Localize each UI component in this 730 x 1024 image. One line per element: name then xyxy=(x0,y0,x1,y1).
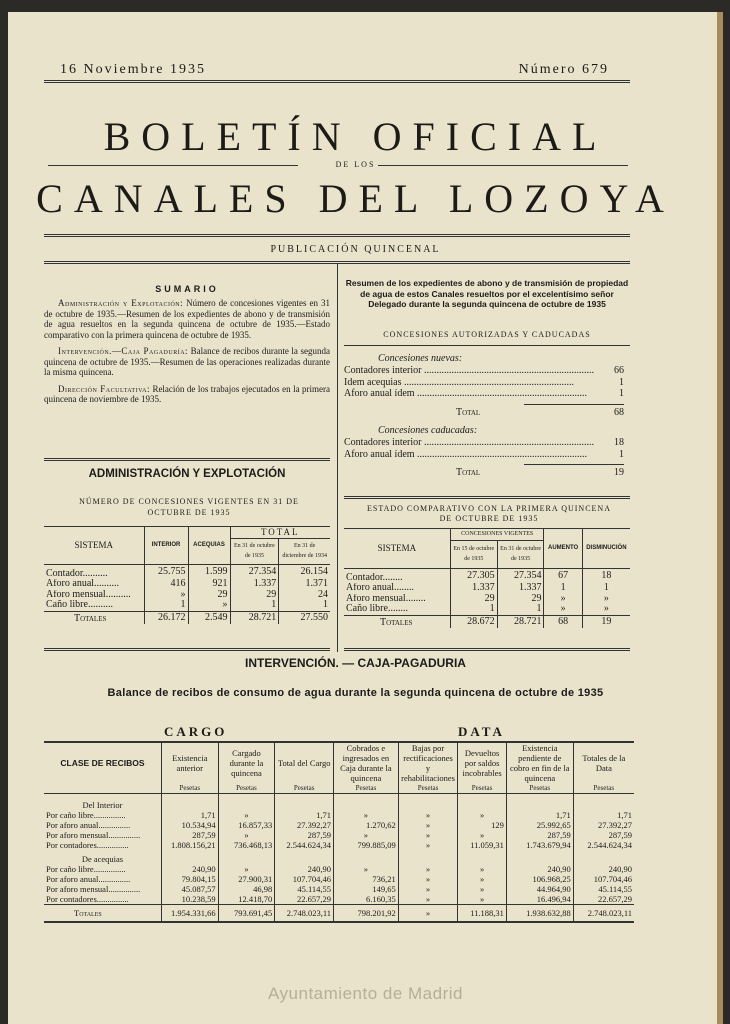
balance-cell: 79.804,15 xyxy=(161,874,218,884)
concesiones-nuevas xyxy=(344,352,624,479)
cell-dis: 18 xyxy=(582,568,630,583)
balance-cell: 287,59 xyxy=(161,830,218,840)
balance-col-header: Cargado durante la quincena xyxy=(218,742,275,783)
balance-row-text: Por contadores xyxy=(46,840,97,850)
resumen-line-value: 1 xyxy=(619,376,624,388)
balance-cell: » xyxy=(218,830,275,840)
balance-row xyxy=(44,864,634,874)
sumario-rule xyxy=(44,458,330,461)
caducadas-total-label: Total xyxy=(456,467,481,478)
balance-col-header: CLASE DE RECIBOS xyxy=(60,758,145,768)
row-label: Aforo mensual xyxy=(346,593,406,604)
balance-cell: 799.885,09 xyxy=(334,840,399,850)
balance-row-label: Por contadores............... xyxy=(46,894,129,904)
concesiones-rows xyxy=(44,564,330,611)
balance-cell: » xyxy=(458,884,507,894)
comp-totals-label: Totales xyxy=(380,616,413,628)
balance-cell xyxy=(398,850,458,864)
balance-unit: Pesetas xyxy=(458,783,507,794)
balance-cell: » xyxy=(458,894,507,905)
nuevas-total-value: 68 xyxy=(614,406,624,418)
balance-row-label: Por contadores............... xyxy=(46,840,129,850)
cell-oct: 29 xyxy=(230,590,279,601)
resumen-line-label: Aforo anual ídem xyxy=(344,388,415,399)
balance-cell: » xyxy=(458,810,507,820)
balance-col-header: Cobrados e ingresados en Caja durante la quincena xyxy=(334,742,399,783)
balance-cell: » xyxy=(398,864,458,874)
resumen-line-value: 66 xyxy=(614,365,624,376)
cell-acequias: 921 xyxy=(188,579,230,590)
sumario-admin xyxy=(44,298,330,340)
bulletin-page xyxy=(8,12,723,1024)
balance-cell: » xyxy=(334,864,399,874)
balance-cell: 2.544.624,34 xyxy=(275,840,334,850)
balance-col-header: Total del Cargo xyxy=(275,742,334,783)
balance-cell xyxy=(573,794,634,811)
balance-cell xyxy=(218,850,275,864)
row-label: Caño libre xyxy=(46,600,88,610)
balance-cell: 240,90 xyxy=(506,864,573,874)
admin-heading: ADMINISTRACIÓN Y EXPLOTACIÓN xyxy=(88,468,286,480)
comp-col-disminucion: DISMINUCIÓN xyxy=(582,529,630,569)
concesiones-row xyxy=(44,600,330,611)
row-label: Aforo anual xyxy=(46,579,95,589)
balance-group xyxy=(44,850,634,864)
masthead-line1: BOLETÍN OFICIAL xyxy=(103,114,608,159)
balance-col-header: Existencia pendiente de cobro en fin de la quincena xyxy=(506,742,573,783)
cell-q31: 1 xyxy=(497,604,544,615)
balance-unit: Pesetas xyxy=(573,783,634,794)
resumen-line-label: Idem acequias xyxy=(344,376,402,388)
comp-col-vigentes: CONCESIONES VIGENTES xyxy=(450,529,544,541)
comparativo-table xyxy=(344,528,630,628)
nuevas-total-label: Total xyxy=(456,406,481,418)
balance-row-text: Por caño libre xyxy=(46,864,94,874)
cell-interior: » xyxy=(144,590,188,601)
balance-col-header: Devueltos por saldos incobrables xyxy=(458,742,507,783)
balance-total-cell: 798.201,92 xyxy=(334,905,399,923)
resumen-heading: Resumen de los expedientes de abono y de transmisión de propiedad de agua de estos Canales resueltos por el excelentísimo señor Delegado durante la segunda quincena de octubre de 1935 xyxy=(345,278,629,309)
data-label: DATA xyxy=(458,724,505,739)
comparativo-rule xyxy=(344,648,630,651)
balance-cell: » xyxy=(334,810,399,820)
cell-dis: » xyxy=(582,604,630,615)
concesiones-row xyxy=(44,564,330,579)
balance-total-cell: 2.748.023,11 xyxy=(275,905,334,923)
comparativo-rows xyxy=(344,568,630,615)
comp-total-aum: 68 xyxy=(544,615,582,628)
balance-cell xyxy=(334,850,399,864)
masthead-rule-left xyxy=(48,165,298,166)
sumario-direccion-label: Dirección Facultativa: xyxy=(58,383,150,394)
resumen-line: Aforo anual ídem .................................................................... 1 xyxy=(344,448,624,460)
cell-acequias: » xyxy=(188,600,230,611)
balance-col-header: Totales de la Data xyxy=(573,742,634,783)
balance-row xyxy=(44,884,634,894)
sumario-direccion-text: Relación de los trabajos ejecutados en la primera quincena de noviembre de 1935. xyxy=(44,383,331,404)
nuevas-title: Concesiones nuevas: xyxy=(378,353,463,364)
resumen-line: Aforo anual ídem .................................................................... 1 xyxy=(344,388,624,399)
cell-interior: 1 xyxy=(144,600,188,611)
admin-total-interior: 26.172 xyxy=(144,611,188,624)
intervencion-subheading: Balance de recibos de consumo de agua durante la segunda quincena de octubre de 1935 xyxy=(107,687,604,699)
cargo-label: CARGO xyxy=(164,724,228,739)
balance-totals-row xyxy=(44,905,634,923)
comp-total-q31: 28.721 xyxy=(497,615,544,628)
balance-row-text: Por contadores xyxy=(46,894,97,904)
masthead-rule-right xyxy=(378,165,628,166)
balance-cell: 16.857,33 xyxy=(218,820,275,830)
balance-unit: Pesetas xyxy=(506,783,573,794)
cell-label: Caño libre.......... xyxy=(46,600,113,610)
balance-cell xyxy=(275,794,334,811)
resumen-line: Contadores interior .................................................................... 66 xyxy=(344,365,624,376)
comparativo-row xyxy=(344,604,630,615)
sumario-direccion xyxy=(44,384,330,405)
balance-cell: » xyxy=(218,864,275,874)
intervencion-heading: INTERVENCIÓN. — CAJA-PAGADURIA xyxy=(245,656,466,670)
balance-cell: 106.968,25 xyxy=(506,874,573,884)
balance-cell: 107.704,46 xyxy=(275,874,334,884)
cell-q15: 27.305 xyxy=(450,568,497,583)
balance-table xyxy=(44,741,634,923)
balance-cell: » xyxy=(334,830,399,840)
cell-q15: 1.337 xyxy=(450,583,497,594)
balance-cell: 10.534,94 xyxy=(161,820,218,830)
cell-label: Aforo mensual........ xyxy=(346,593,426,604)
balance-cell: » xyxy=(398,884,458,894)
balance-cell: 1.743.679,94 xyxy=(506,840,573,850)
balance-cell: 287,59 xyxy=(275,830,334,840)
balance-row xyxy=(44,820,634,830)
issue-date: 16 Noviembre 1935 xyxy=(60,62,206,77)
balance-cell: 22.657,29 xyxy=(573,894,634,905)
balance-row xyxy=(44,840,634,850)
cell-dis: 1 xyxy=(582,583,630,594)
balance-cell: 736,21 xyxy=(334,874,399,884)
balance-cell xyxy=(218,794,275,811)
balance-cell: » xyxy=(458,830,507,840)
balance-cell: 287,59 xyxy=(506,830,573,840)
balance-cell xyxy=(334,794,399,811)
concesiones-table xyxy=(44,526,330,624)
balance-total-cell: 11.188,31 xyxy=(458,905,507,923)
balance-cell: 129 xyxy=(458,820,507,830)
balance-totals-label: Totales xyxy=(74,908,102,918)
resumen-end-rule xyxy=(344,496,630,499)
balance-group-label: Del Interior xyxy=(82,800,123,810)
balance-cell: 240,90 xyxy=(275,864,334,874)
cell-label: Aforo anual.......... xyxy=(46,579,120,589)
balance-rows xyxy=(44,794,634,905)
comp-total-dis: 19 xyxy=(582,615,630,628)
balance-cell: 27.900,31 xyxy=(218,874,275,884)
balance-cell: 149,65 xyxy=(334,884,399,894)
admin-total-acequias: 2.549 xyxy=(188,611,230,624)
resumen-line-value: 1 xyxy=(619,388,624,399)
balance-cell: » xyxy=(398,894,458,905)
admin-subheading: NÚMERO DE CONCESIONES VIGENTES EN 31 DE OCTUBRE DE 1935 xyxy=(79,497,299,517)
balance-cell: 16.496,94 xyxy=(506,894,573,905)
balance-cell: » xyxy=(398,810,458,820)
masthead-line2: CANALES DEL LOZOYA xyxy=(36,176,675,221)
balance-row-text: Por aforo mensual xyxy=(46,884,109,894)
comp-total-q15: 28.672 xyxy=(450,615,497,628)
cell-dic: 26.154 xyxy=(279,564,330,579)
balance-unit: Pesetas xyxy=(275,783,334,794)
comparativo-row xyxy=(344,568,630,583)
balance-row-label: Por aforo anual............... xyxy=(46,874,131,884)
balance-col-header: Bajas por rectificaciones y rehabilitaciones xyxy=(398,742,458,783)
balance-row-text: Por caño libre xyxy=(46,810,94,820)
balance-cell: 736.468,13 xyxy=(218,840,275,850)
masthead-rule xyxy=(44,234,630,237)
resumen-rule xyxy=(344,345,630,346)
balance-cell xyxy=(506,794,573,811)
concesiones-row xyxy=(44,590,330,601)
nuevas-total xyxy=(456,404,624,419)
nuevas-list xyxy=(344,365,624,400)
balance-cell: 10.238,59 xyxy=(161,894,218,905)
sumario-intervencion-label: Intervención.—Caja Pagaduría: xyxy=(58,346,189,356)
balance-cell xyxy=(506,850,573,864)
resumen-line-value: 1 xyxy=(619,448,624,460)
cell-dis: » xyxy=(582,594,630,605)
caducadas-total-value: 19 xyxy=(614,467,624,478)
balance-cell: 11.059,31 xyxy=(458,840,507,850)
balance-cell: 1,71 xyxy=(506,810,573,820)
col-sistema: SISTEMA xyxy=(44,527,144,565)
balance-row-label: Por aforo mensual............... xyxy=(46,830,141,840)
balance-unit: Pesetas xyxy=(161,783,218,794)
balance-cell: 6.160,35 xyxy=(334,894,399,905)
issue-number: Número 679 xyxy=(518,62,609,77)
cell-dic: 1.371 xyxy=(279,579,330,590)
col-interior: INTERIOR xyxy=(144,527,188,565)
resumen-line-label: Aforo anual ídem xyxy=(344,448,415,460)
row-label: Caño libre xyxy=(346,604,388,614)
resumen-line-label: Contadores interior xyxy=(344,365,422,376)
balance-total-cell: 2.748.023,11 xyxy=(573,905,634,923)
balance-cell: 27.392,27 xyxy=(573,820,634,830)
balance-cell: 12.418,70 xyxy=(218,894,275,905)
admin-rule xyxy=(44,648,330,651)
sumario-heading: SUMARIO xyxy=(155,284,219,294)
resumen-line: Contadores interior .................................................................... 18 xyxy=(344,437,624,448)
balance-cell xyxy=(458,794,507,811)
balance-cell xyxy=(573,850,634,864)
balance-row-text: Por aforo anual xyxy=(46,874,99,884)
balance-cell: 46,98 xyxy=(218,884,275,894)
cell-dic: 24 xyxy=(279,590,330,601)
comp-col-q15: En 15 de octubre de 1935 xyxy=(450,540,497,568)
balance-cell: 240,90 xyxy=(161,864,218,874)
balance-cell: 240,90 xyxy=(573,864,634,874)
balance-total-cell: 1.954.331,66 xyxy=(161,905,218,923)
balance-row-text: Por aforo mensual xyxy=(46,830,109,840)
comparativo-heading: ESTADO COMPARATIVO CON LA PRIMERA QUINCENA DE OCTUBRE DE 1935 xyxy=(367,504,611,523)
cell-aum: » xyxy=(544,594,582,605)
row-label: Contador xyxy=(346,571,383,583)
header-rule xyxy=(44,80,630,83)
cell-q31: 29 xyxy=(497,594,544,605)
comp-col-aumento: AUMENTO xyxy=(544,529,582,569)
cell-label: Aforo mensual.......... xyxy=(46,589,131,600)
balance-cell: 44.964,90 xyxy=(506,884,573,894)
cell-oct: 1 xyxy=(230,600,279,611)
balance-cell: » xyxy=(398,830,458,840)
col-total: TOTAL xyxy=(230,527,330,539)
col-dic: En 31 de diciembre de 1934 xyxy=(279,538,330,564)
cell-q15: 29 xyxy=(450,594,497,605)
balance-cell xyxy=(275,850,334,864)
admin-total-oct: 28.721 xyxy=(230,611,279,624)
col-acequias: ACEQUIAS xyxy=(188,527,230,565)
admin-total-dic: 27.550 xyxy=(279,611,330,624)
cell-acequias: 1.599 xyxy=(188,564,230,579)
cell-label: Aforo anual........ xyxy=(346,583,415,593)
balance-total-cell: 793.691,45 xyxy=(218,905,275,923)
sumario-intervencion-text: Balance de recibos durante la segunda quincena de octubre de 1935.—Resumen de las operaciones realizadas durante la misma quincena. xyxy=(44,346,330,377)
balance-cell xyxy=(458,850,507,864)
balance-unit: Pesetas xyxy=(218,783,275,794)
balance-cell: » xyxy=(398,820,458,830)
balance-cell: 1,71 xyxy=(573,810,634,820)
comparativo-row xyxy=(344,594,630,605)
balance-cell xyxy=(161,794,218,811)
balance-cell: » xyxy=(398,840,458,850)
balance-cell: » xyxy=(458,864,507,874)
resumen-subheading: CONCESIONES AUTORIZADAS Y CADUCADAS xyxy=(383,330,591,339)
balance-row-text: Por aforo anual xyxy=(46,820,99,830)
sumario-intervencion xyxy=(44,346,330,378)
row-label: Aforo mensual xyxy=(46,589,106,600)
publication-frequency: PUBLICACIÓN QUINCENAL xyxy=(270,244,441,255)
resumen-line: Idem acequias .................................................................... 1 xyxy=(344,376,624,388)
cell-q31: 1.337 xyxy=(497,583,544,594)
comparativo-row xyxy=(344,583,630,594)
column-divider xyxy=(337,264,338,652)
balance-cell: 1,71 xyxy=(161,810,218,820)
balance-cell: 45.114,55 xyxy=(275,884,334,894)
resumen-line-label: Contadores interior xyxy=(344,437,422,448)
balance-unit: Pesetas xyxy=(334,783,399,794)
balance-cell: » xyxy=(458,874,507,884)
balance-cell: 1.808.156,21 xyxy=(161,840,218,850)
masthead-connector: DE LOS xyxy=(335,160,376,169)
balance-cell: 27.392,27 xyxy=(275,820,334,830)
watermark: Ayuntamiento de Madrid xyxy=(268,984,463,1003)
caducadas-title: Concesiones caducadas: xyxy=(378,425,478,436)
balance-unit xyxy=(44,783,161,794)
balance-row-label: Por caño libre............... xyxy=(46,810,126,820)
cell-interior: 25.755 xyxy=(144,564,188,579)
balance-cell: 45.087,57 xyxy=(161,884,218,894)
balance-cell: 1,71 xyxy=(275,810,334,820)
sumario xyxy=(44,284,330,405)
cell-q15: 1 xyxy=(450,604,497,615)
balance-cell: 22.657,29 xyxy=(275,894,334,905)
balance-row xyxy=(44,810,634,820)
cell-aum: 1 xyxy=(544,583,582,594)
balance-unit: Pesetas xyxy=(398,783,458,794)
balance-group xyxy=(44,794,634,811)
col-oct: En 31 de octubre de 1935 xyxy=(230,538,279,564)
balance-cell xyxy=(398,794,458,811)
balance-cell xyxy=(161,850,218,864)
sumario-admin-label: Administración y Explotación: xyxy=(58,298,184,308)
admin-totals-label: Totales xyxy=(74,612,107,624)
balance-row xyxy=(44,894,634,905)
cell-aum: » xyxy=(544,604,582,615)
cell-acequias: 29 xyxy=(188,590,230,601)
balance-cell: 1.270,62 xyxy=(334,820,399,830)
caducadas-total xyxy=(456,464,624,479)
balance-cell: 2.544.624,34 xyxy=(573,840,634,850)
cell-interior: 416 xyxy=(144,579,188,590)
balance-cell: 45.114,55 xyxy=(573,884,634,894)
cell-oct: 1.337 xyxy=(230,579,279,590)
balance-col-header: Existencia anterior xyxy=(161,742,218,783)
cell-aum: 67 xyxy=(544,568,582,583)
sumario-admin-text: Número de concesiones vigentes en 31 de octubre de 1935.—Resumen de los expedientes de abono y de transmisión de agua resueltos en la segunda quincena de octubre de 1935.—Estado comparativo con la primera quincena de octubre de 1935. xyxy=(44,298,331,340)
balance-row-label: Por aforo mensual............... xyxy=(46,884,141,894)
caducadas-list xyxy=(344,437,624,460)
balance-total-cell: 1.938.632,88 xyxy=(506,905,573,923)
cell-label: Contador........ xyxy=(346,571,403,583)
balance-cell: 287,59 xyxy=(573,830,634,840)
balance-total-cell: » xyxy=(398,905,458,923)
balance-group-label: De acequias xyxy=(81,854,124,864)
cell-dic: 1 xyxy=(279,600,330,611)
balance-row-label: Por aforo anual............... xyxy=(46,820,131,830)
balance-row-label: Por caño libre............... xyxy=(46,864,126,874)
cell-label: Contador.......... xyxy=(46,567,108,579)
cell-label: Caño libre........ xyxy=(346,604,408,614)
comp-col-q31: En 31 de octubre de 1935 xyxy=(497,540,544,568)
balance-cell: 25.992,65 xyxy=(506,820,573,830)
concesiones-row xyxy=(44,579,330,590)
resumen-line-value: 18 xyxy=(614,437,624,448)
row-label: Contador xyxy=(46,567,83,579)
cell-q31: 27.354 xyxy=(497,568,544,583)
balance-cell: » xyxy=(218,810,275,820)
comp-col-sistema: SISTEMA xyxy=(344,529,450,569)
balance-row xyxy=(44,830,634,840)
balance-cell: » xyxy=(398,874,458,884)
balance-row xyxy=(44,874,634,884)
row-label: Aforo anual xyxy=(346,583,395,593)
balance-cell: 107.704,46 xyxy=(573,874,634,884)
cell-oct: 27.354 xyxy=(230,564,279,579)
